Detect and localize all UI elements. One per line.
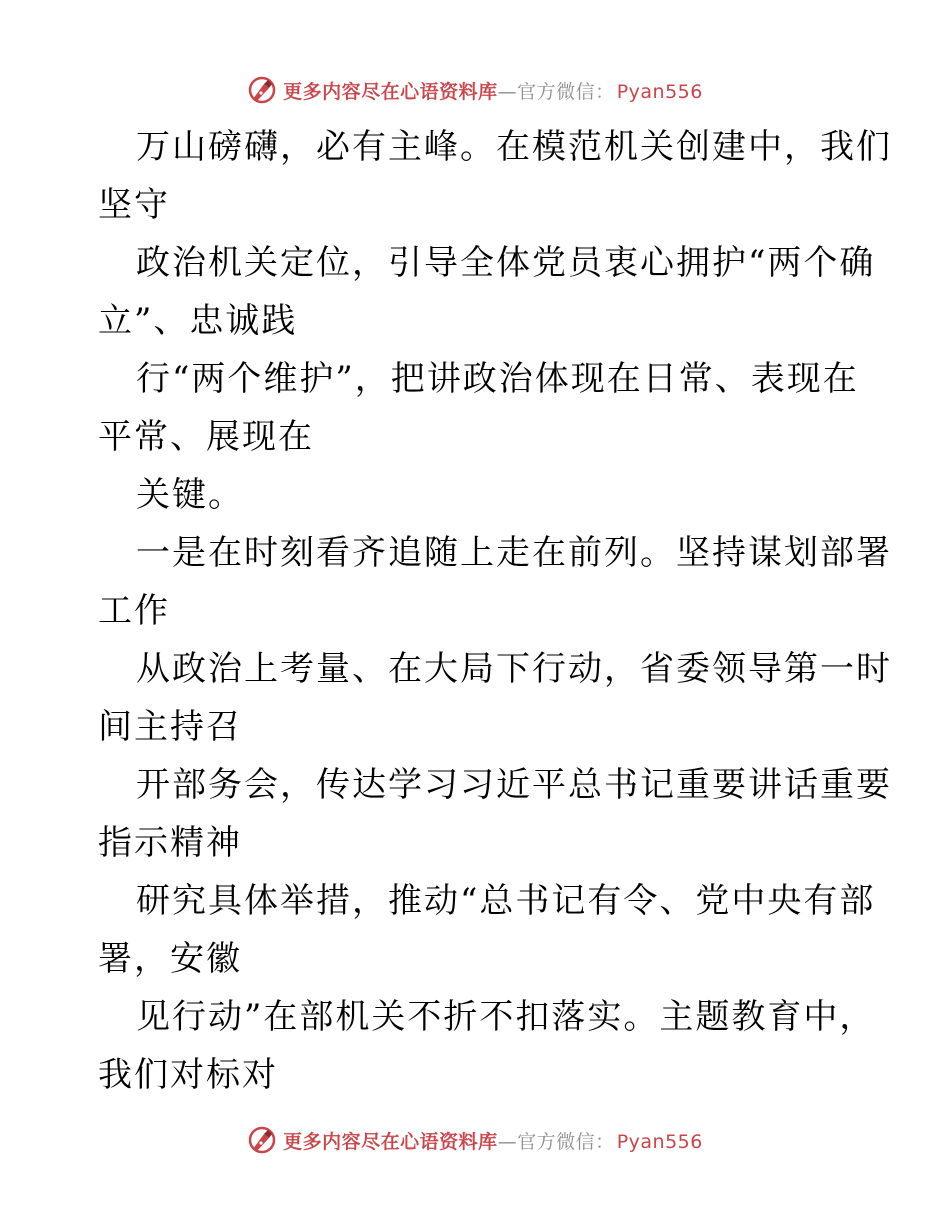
pen-nib-icon bbox=[247, 1125, 277, 1155]
text-line: 我们对标对 bbox=[98, 1055, 278, 1095]
banner-label: 官方微信： bbox=[517, 80, 615, 103]
banner-main-text: 更多内容尽在心语资料库 bbox=[283, 80, 498, 103]
document-body bbox=[98, 118, 892, 1104]
text-line: 坚守 bbox=[98, 185, 170, 225]
banner-main-text: 更多内容尽在心语资料库 bbox=[283, 1130, 498, 1153]
banner-dash: — bbox=[497, 1130, 518, 1153]
pen-nib-icon bbox=[247, 75, 277, 105]
text-line: 间主持召 bbox=[98, 707, 242, 747]
header-banner bbox=[0, 70, 950, 110]
text-line: 立”、忠诚践 bbox=[98, 301, 298, 341]
text-line: 平常、展现在 bbox=[98, 417, 314, 457]
banner-dash: — bbox=[497, 80, 518, 103]
banner-label: 官方微信： bbox=[517, 1130, 615, 1153]
banner-text bbox=[283, 77, 703, 104]
text-line: 一是在时刻看齐追随上走在前列。坚持谋划部署 bbox=[136, 533, 892, 573]
text-line: 关键。 bbox=[136, 475, 244, 515]
text-line: 研究具体举措，推动“总书记有令、党中央有部 bbox=[136, 881, 876, 921]
text-line: 万山磅礴，必有主峰。在模范机关创建中，我们 bbox=[136, 127, 892, 167]
text-line: 指示精神 bbox=[98, 823, 242, 863]
banner-wechat-id: Pyan556 bbox=[616, 80, 703, 103]
text-line: 行“两个维护”，把讲政治体现在日常、表现在 bbox=[136, 359, 859, 399]
text-line: 署，安徽 bbox=[98, 939, 242, 979]
text-line: 见行动”在部机关不折不扣落实。主题教育中， bbox=[136, 997, 876, 1037]
footer-banner bbox=[0, 1120, 950, 1160]
text-line: 开部务会，传达学习习近平总书记重要讲话重要 bbox=[136, 765, 892, 805]
text-line: 工作 bbox=[98, 591, 170, 631]
banner-text bbox=[283, 1127, 703, 1154]
text-line: 从政治上考量、在大局下行动，省委领导第一时 bbox=[136, 649, 892, 689]
text-line: 政治机关定位，引导全体党员衷心拥护“两个确 bbox=[136, 243, 876, 283]
banner-wechat-id: Pyan556 bbox=[616, 1130, 703, 1153]
